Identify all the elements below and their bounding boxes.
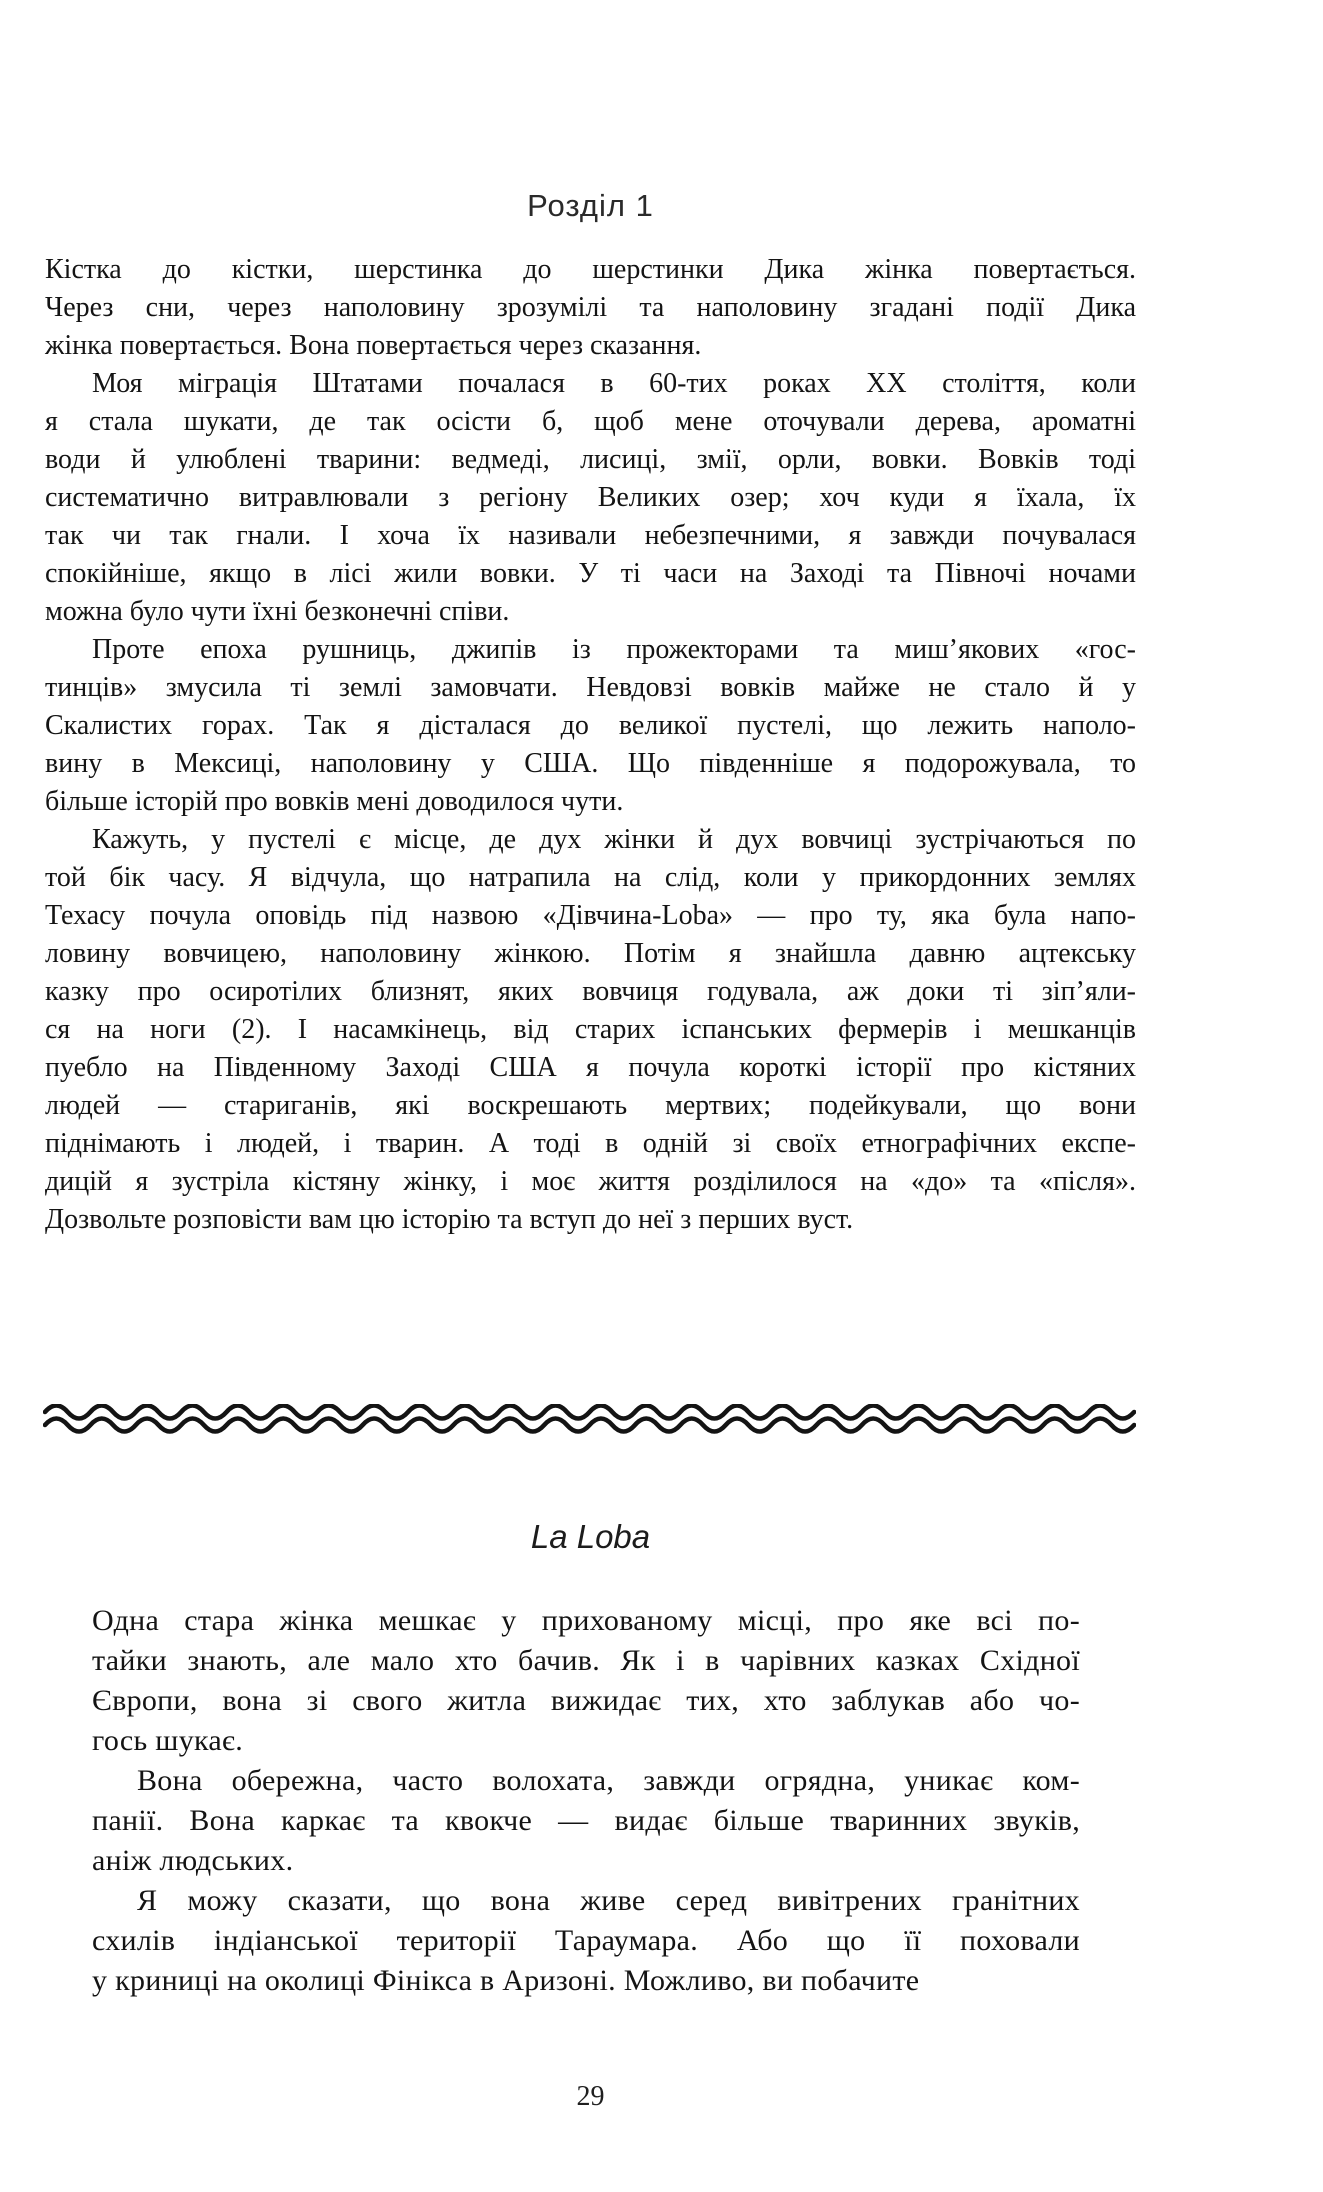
text-line: води й улюблені тварини: ведмеді, лисиці, змії, орли, вовки. Вовків тоді [45, 444, 1136, 475]
text-line: гось шукає. [92, 1724, 244, 1757]
text-line: систематично витравлювали з регіону Великих озер; хоч куди я їхала, їх [45, 482, 1136, 513]
text-line: Через сни, через наполовину зрозумілі та наполовину згадані події Дика [45, 292, 1136, 323]
main-text-block [45, 251, 1136, 1239]
paragraph [45, 631, 1136, 821]
text-line: Дозвольте розповісти вам цю історію та вступ до неї з перших вуст. [45, 1204, 854, 1235]
page-number: 29 [576, 2081, 605, 2112]
paragraph [92, 1881, 1080, 2001]
text-line: можна було чути їхні безконечні співи. [45, 596, 510, 627]
paragraph [45, 251, 1136, 365]
text-line: ся на ноги (2). І насамкінець, від старих іспанських фермерів і мешканців [45, 1014, 1136, 1045]
wavy-divider-svg [43, 1404, 1136, 1434]
text-line: вину в Мексиці, наполовину у США. Що південніше я подорожувала, то [45, 748, 1136, 779]
text-line: людей — стариганів, які воскрешають мертвих; подейкували, що вони [45, 1090, 1136, 1121]
wavy-divider [43, 1404, 1136, 1434]
text-line: Моя міграція Штатами почалася в 60-тих роках XX століття, коли [92, 368, 1136, 399]
text-line: Кістка до кістки, шерстинка до шерстинки Дика жінка повертається. [45, 254, 1136, 285]
text-line: Вона обережна, часто волохата, завжди огрядна, уникає ком- [137, 1764, 1080, 1797]
text-line: Одна стара жінка мешкає у прихованому місці, про яке всі по- [92, 1604, 1080, 1637]
wave-line-top [45, 1406, 1134, 1419]
text-line: у криниці на околиці Фінікса в Аризоні. Можливо, ви побачите [92, 1964, 920, 1997]
text-line: пуебло на Південному Заході США я почула короткі історії про кістяних [45, 1052, 1136, 1083]
text-line: панії. Вона каркає та квокче — видає більше тваринних звуків, [92, 1804, 1080, 1837]
text-line: тинців» змусила ті землі замовчати. Невдовзі вовків майже не стало й у [45, 672, 1136, 703]
paragraph [45, 821, 1136, 1239]
wave-line-bottom [45, 1419, 1134, 1432]
text-line: більше історій про вовків мені доводилося чути. [45, 786, 624, 817]
paragraph [92, 1761, 1080, 1881]
section-heading: La Loba [530, 1518, 651, 1555]
text-line: той бік часу. Я відчула, що натрапила на слід, коли у прикордонних землях [45, 862, 1136, 893]
text-line: Кажуть, у пустелі є місце, де дух жінки й дух вовчиці зустрічаються по [92, 824, 1136, 855]
text-line: Я можу сказати, що вона живе серед вивітрених гранітних [137, 1884, 1080, 1917]
chapter-heading: Розділ 1 [527, 188, 654, 223]
text-line: спокійніше, якщо в лісі жили вовки. У ті часи на Заході та Півночі ночами [45, 558, 1136, 589]
text-line: аніж людських. [92, 1844, 294, 1877]
text-line: схилів індіанської території Тараумара. Або що її поховали [92, 1924, 1080, 1957]
text-line: так чи так гнали. І хоча їх називали небезпечними, я завжди почувалася [45, 520, 1136, 551]
text-line: Техасу почула оповідь під назвою «Дівчина-Loba» — про ту, яка була напо- [45, 900, 1136, 931]
text-line: казку про осиротілих близнят, яких вовчиця годувала, аж доки ті зіп’яли- [45, 976, 1136, 1007]
paragraph [45, 365, 1136, 631]
text-line: тайки знають, але мало хто бачив. Як і в чарівних казках Східної [92, 1644, 1080, 1677]
text-line: піднімають і людей, і тварин. А тоді в одній зі своїх етнографічних експе- [45, 1128, 1136, 1159]
tale-text-block [92, 1601, 1080, 2001]
text-line: Скалистих горах. Так я дісталася до великої пустелі, що лежить наполо- [45, 710, 1136, 741]
text-line: ловину вовчицею, наполовину жінкою. Потім я знайшла давню ацтекську [45, 938, 1136, 969]
text-line: Європи, вона зі свого житла вижидає тих, хто заблукав або чо- [92, 1684, 1080, 1717]
text-line: Проте епоха рушниць, джипів із прожекторами та миш’якових «гос- [92, 634, 1136, 665]
text-line: дицій я зустріла кістяну жінку, і моє життя розділилося на «до» та «після». [45, 1166, 1136, 1197]
text-line: я стала шукати, де так осісти б, щоб мене оточували дерева, ароматні [45, 406, 1136, 437]
text-line: жінка повертається. Вона повертається через сказання. [45, 330, 702, 361]
paragraph [92, 1601, 1080, 1761]
